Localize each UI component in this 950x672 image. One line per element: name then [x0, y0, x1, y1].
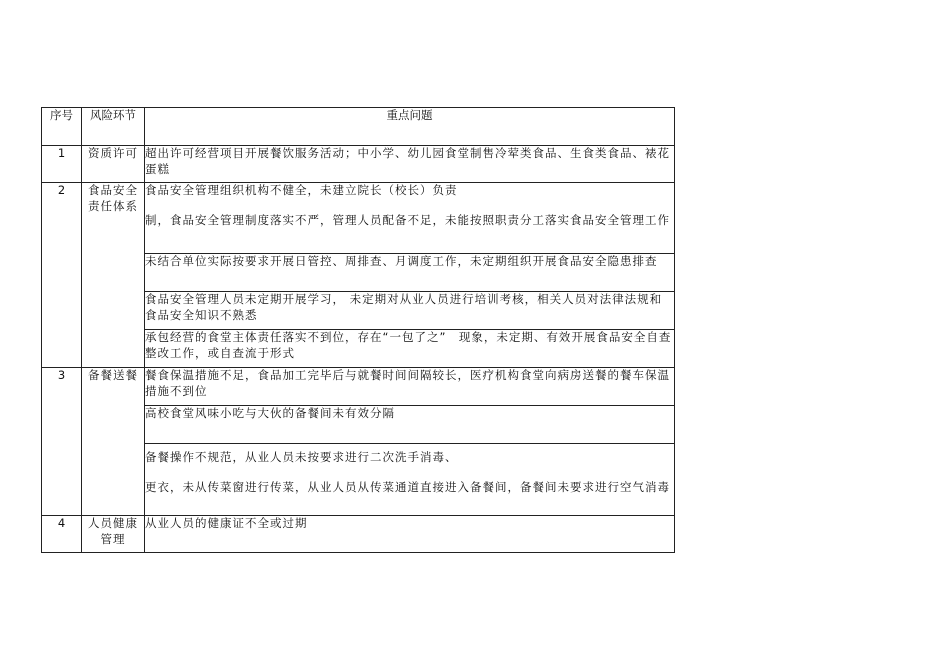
issue-cell	[145, 368, 675, 406]
issue-text: 承包经营的食堂主体责任落实不到位，存在“一包了之” 现象，未定期、有效开展食品安全自查整改工作，或自查流于形式	[145, 330, 672, 360]
table-row	[42, 146, 675, 183]
issue-text: 从业人员的健康证不全或过期	[145, 516, 308, 530]
row-index: 4	[42, 516, 82, 553]
row-segment: 备餐送餐	[82, 368, 145, 516]
header-issue: 重点问题	[145, 108, 675, 146]
issue-cell	[145, 406, 675, 444]
table-header-row	[42, 108, 675, 146]
issue-text: 超出许可经营项目开展餐饮服务活动；中小学、幼儿园食堂制售冷荤类食品、生食类食品、裱花蛋糕	[145, 146, 670, 176]
table-row	[42, 516, 675, 553]
issue-text: 食品安全管理组织机构不健全，未建立院长（校长）负责	[145, 183, 458, 197]
table-row	[42, 368, 675, 406]
header-segment: 风险环节	[82, 108, 145, 146]
row-segment: 食品安全责任体系	[82, 183, 145, 368]
issue-cell	[145, 183, 675, 254]
issue-text: 更衣，未从传菜窗进行传菜，从业人员从传菜通道直接进入备餐间，备餐间未要求进行空气消毒	[145, 479, 670, 494]
row-segment: 资质许可	[82, 146, 145, 183]
issue-text: 食品安全管理人员未定期开展学习， 未定期对从业人员进行培训考核，相关人员对法律法规和食品安全知识不熟悉	[145, 292, 663, 322]
issue-cell	[145, 330, 675, 368]
issue-cell	[145, 146, 675, 183]
header-index: 序号	[42, 108, 82, 146]
issue-text: 高校食堂风味小吃与大伙的备餐间未有效分隔	[145, 406, 395, 420]
table-row	[42, 183, 675, 254]
issue-cell	[145, 444, 675, 516]
row-index: 1	[42, 146, 82, 183]
issue-text: 制，食品安全管理制度落实不严，管理人员配备不足，未能按照职责分工落实食品安全管理工作	[145, 212, 670, 227]
issue-text: 备餐操作不规范，从业人员未按要求进行二次洗手消毒、	[145, 450, 458, 464]
row-index: 3	[42, 368, 82, 516]
issue-text: 未结合单位实际按要求开展日管控、周排查、月调度工作，未定期组织开展食品安全隐患排查	[145, 254, 658, 268]
issue-cell	[145, 292, 675, 330]
issue-text: 餐食保温措施不足，食品加工完毕后与就餐时间间隔较长，医疗机构食堂向病房送餐的餐车保温措施不到位	[145, 368, 670, 398]
risk-table	[41, 107, 675, 553]
issue-cell	[145, 254, 675, 292]
row-index: 2	[42, 183, 82, 368]
issue-cell	[145, 516, 675, 553]
row-segment: 人员健康管理	[82, 516, 145, 553]
